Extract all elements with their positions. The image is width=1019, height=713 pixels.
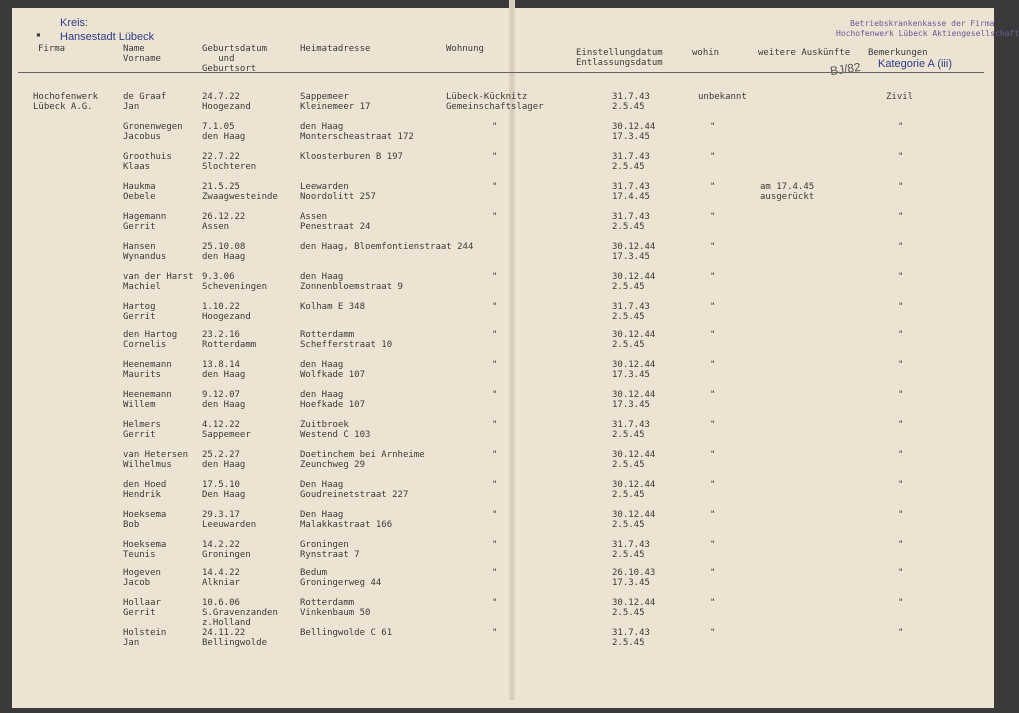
cell-bemerkungen: " [898,450,904,460]
cell-wohin: " [710,628,716,638]
cell-geburt: 25.2.27 den Haag [202,450,246,470]
cell-bemerkungen: " [898,540,904,550]
cell-geburt: 9.3.06 Scheveningen [202,272,268,292]
cell-geburt: 14.4.22 Alkniar [202,568,240,588]
cell-dates: 31.7.43 2.5.45 [612,92,650,112]
table-row [0,92,1000,116]
cell-wohin: " [710,212,716,222]
header-wohnung: Wohnung [446,44,484,54]
cell-wohin: " [710,272,716,282]
table-row [0,540,1000,564]
cell-wohin: " [710,122,716,132]
cell-dates: 30.12.44 17.3.45 [612,360,656,380]
cell-wohin: " [710,302,716,312]
header-firma: Firma [38,44,66,54]
header-name: Name Vorname [123,44,161,64]
cell-dates: 30.12.44 2.5.45 [612,598,656,618]
cell-wohin: " [710,182,716,192]
cell-geburt: 21.5.25 Zwaagwesteinde [202,182,278,202]
cell-name: Haukma Oebele [123,182,156,202]
table-row [0,242,1000,266]
cell-name: Hansen Wynandus [123,242,167,262]
table-row [0,420,1000,444]
cell-wohnung: " [492,152,498,162]
cell-wohnung: " [492,182,498,192]
table-row [0,628,1000,652]
cell-bemerkungen: " [898,360,904,370]
cell-geburt: 24.7.22 Hoogezand [202,92,251,112]
cell-heimat: Bellingwolde C 61 [300,628,393,638]
cell-dates: 30.12.44 2.5.45 [612,450,656,470]
cell-heimat: Doetinchem bei Arnheime Zeunchweg 29 [300,450,425,470]
cell-geburt: 23.2.16 Rotterdamm [202,330,257,350]
cell-geburt: 10.6.06 S.Gravenzanden z.Holland [202,598,278,628]
cell-wohnung: " [492,510,498,520]
cell-bemerkungen: " [898,122,904,132]
cell-bemerkungen: " [898,152,904,162]
cell-wohnung: " [492,360,498,370]
cell-dates: 31.7.43 2.5.45 [612,152,650,172]
cell-wohnung: " [492,568,498,578]
cell-bemerkungen: " [898,302,904,312]
cell-wohnung: " [492,122,498,132]
cell-name: Heenemann Maurits [123,360,172,380]
cell-wohnung: " [492,212,498,222]
cell-wohnung: " [492,480,498,490]
cell-heimat: Groningen Rynstraat 7 [300,540,360,560]
cell-heimat: Kloosterburen B 197 [300,152,403,162]
cell-geburt: 29.3.17 Leeuwarden [202,510,257,530]
table-row [0,182,1000,206]
cell-bemerkungen: " [898,212,904,222]
cell-geburt: 1.10.22 Hoogezand [202,302,251,322]
cell-name: den Hoed Hendrik [123,480,167,500]
cell-heimat: Leewarden Noordolitt 257 [300,182,376,202]
table-row [0,510,1000,534]
kategorie-label: Kategorie A (iii) [878,58,952,70]
cell-bemerkungen: " [898,628,904,638]
cell-dates: 30.12.44 2.5.45 [612,330,656,350]
cell-wohin: " [710,510,716,520]
cell-name: Hoeksema Teunis [123,540,167,560]
cell-wohin: " [710,480,716,490]
cell-name: Hoeksema Bob [123,510,167,530]
cell-wohin: " [710,540,716,550]
cell-heimat: den Haag Wolfkade 107 [300,360,366,380]
cell-geburt: 9.12.07 den Haag [202,390,246,410]
cell-dates: 31.7.43 2.5.45 [612,420,650,440]
cell-geburt: 17.5.10 Den Haag [202,480,246,500]
header-wohin: wohin [692,48,720,58]
cell-wohin: " [710,330,716,340]
cell-geburt: 24.11.22 Bellingwolde [202,628,268,648]
table-row [0,390,1000,414]
cell-dates: 30.12.44 2.5.45 [612,272,656,292]
cell-wohnung: " [492,272,498,282]
cell-bemerkungen: " [898,510,904,520]
kreis-label: Kreis: [60,17,89,29]
table-row [0,122,1000,146]
table-row [0,302,1000,326]
cell-name: Helmers Gerrit [123,420,161,440]
cell-wohin: " [710,242,716,252]
cell-wohnung: " [492,302,498,312]
cell-wohin: " [710,450,716,460]
cell-bemerkungen: " [898,568,904,578]
cell-wohin: " [710,568,716,578]
cell-wohin: " [710,390,716,400]
stamp-line-1: Betriebskrankenkasse der Firma [850,19,995,28]
table-row [0,212,1000,236]
cell-name: van der Harst Machiel [123,272,194,292]
cell-wohnung: " [492,540,498,550]
cell-wohnung: " [492,390,498,400]
cell-wohnung: " [492,598,498,608]
cell-wohin: " [710,420,716,430]
cell-dates: 30.12.44 17.3.45 [612,242,656,262]
cell-wohnung: " [492,420,498,430]
firma-value: Hochofenwerk Lübeck A.G. [33,92,99,112]
cell-heimat: Bedum Groningerweg 44 [300,568,382,588]
cell-wohnung: Lübeck-Kücknitz Gemeinschaftslager [446,92,544,112]
bullet-mark: ▪ [36,30,41,39]
cell-heimat: den Haag Monterscheastraat 172 [300,122,414,142]
table-row [0,152,1000,176]
cell-bemerkungen: " [898,598,904,608]
cell-dates: 30.12.44 17.3.45 [612,390,656,410]
cell-bemerkungen: " [898,272,904,282]
cell-heimat: Rotterdamm Vinkenbaum 50 [300,598,371,618]
cell-weitere: am 17.4.45 ausgerückt [760,182,815,202]
cell-dates: 30.12.44 17.3.45 [612,122,656,142]
cell-bemerkungen: " [898,390,904,400]
cell-wohin: unbekannt [698,92,747,102]
table-row [0,598,1000,628]
cell-geburt: 26.12.22 Assen [202,212,246,232]
cell-name: Heenemann Willem [123,390,172,410]
cell-dates: 31.7.43 2.5.45 [612,540,650,560]
stamp-line-2: Hochofenwerk Lübeck Aktiengesellschaft [836,29,1019,38]
cell-name: de Graaf Jan [123,92,167,112]
header-bemerkungen: Bemerkungen [868,48,928,58]
cell-bemerkungen: " [898,182,904,192]
cell-name: Groothuis Klaas [123,152,172,172]
cell-wohin: " [710,360,716,370]
cell-dates: 31.7.43 2.5.45 [612,628,650,648]
table-row [0,272,1000,296]
table-row [0,360,1000,384]
cell-dates: 31.7.43 2.5.45 [612,212,650,232]
cell-wohin: " [710,598,716,608]
signature-mark: BJ/82 [829,59,862,79]
cell-name: den Hartog Cornelis [123,330,178,350]
cell-dates: 30.12.44 2.5.45 [612,510,656,530]
cell-geburt: 14.2.22 Groningen [202,540,251,560]
cell-dates: 30.12.44 2.5.45 [612,480,656,500]
header-weitere: weitere Auskünfte [758,48,851,58]
cell-dates: 26.10.43 17.3.45 [612,568,656,588]
cell-heimat: Den Haag Malakkastraat 166 [300,510,393,530]
cell-geburt: 25.10.08 den Haag [202,242,246,262]
cell-heimat: Rotterdamm Schefferstraat 10 [300,330,393,350]
cell-bemerkungen: " [898,480,904,490]
cell-heimat: Kolham E 348 [300,302,366,312]
table-row [0,568,1000,592]
cell-bemerkungen: " [898,420,904,430]
table-row [0,450,1000,474]
cell-name: Hartog Gerrit [123,302,156,322]
cell-name: Gronenwegen Jacobus [123,122,183,142]
cell-wohnung: " [492,330,498,340]
cell-name: Hollaar Gerrit [123,598,161,618]
cell-geburt: 7.1.05 den Haag [202,122,246,142]
cell-geburt: 22.7.22 Slochteren [202,152,257,172]
cell-wohnung: " [492,628,498,638]
cell-geburt: 13.8.14 den Haag [202,360,246,380]
cell-name: van Hetersen Wilhelmus [123,450,189,470]
cell-name: Hogeven Jacob [123,568,161,588]
cell-heimat: den Haag Hoefkade 107 [300,390,366,410]
cell-heimat: Sappemeer Kleinemeer 17 [300,92,371,112]
header-geburt: Geburtsdatum und Geburtsort [202,44,268,74]
cell-dates: 31.7.43 2.5.45 [612,302,650,322]
cell-heimat: Den Haag Goudreinetstraat 227 [300,480,409,500]
place-label: Hansestadt Lübeck [60,31,155,43]
cell-heimat: den Haag, Bloemfontienstraat 244 [300,242,474,252]
cell-name: Holstein Jan [123,628,167,648]
header-einstellung: Einstellungdatum Entlassungsdatum [576,48,663,68]
cell-heimat: Zuitbroek Westend C 103 [300,420,371,440]
cell-wohnung: " [492,450,498,460]
cell-bemerkungen: Zivil [886,92,914,102]
table-row [0,480,1000,504]
cell-wohin: " [710,152,716,162]
cell-dates: 31.7.43 17.4.45 [612,182,650,202]
cell-bemerkungen: " [898,242,904,252]
cell-heimat: Assen Penestraat 24 [300,212,371,232]
header-heimat: Heimatadresse [300,44,371,54]
header-rule [18,72,984,73]
cell-geburt: 4.12.22 Sappemeer [202,420,251,440]
cell-heimat: den Haag Zonnenbloemstraat 9 [300,272,403,292]
table-row [0,330,1000,354]
cell-name: Hagemann Gerrit [123,212,167,232]
cell-bemerkungen: " [898,330,904,340]
